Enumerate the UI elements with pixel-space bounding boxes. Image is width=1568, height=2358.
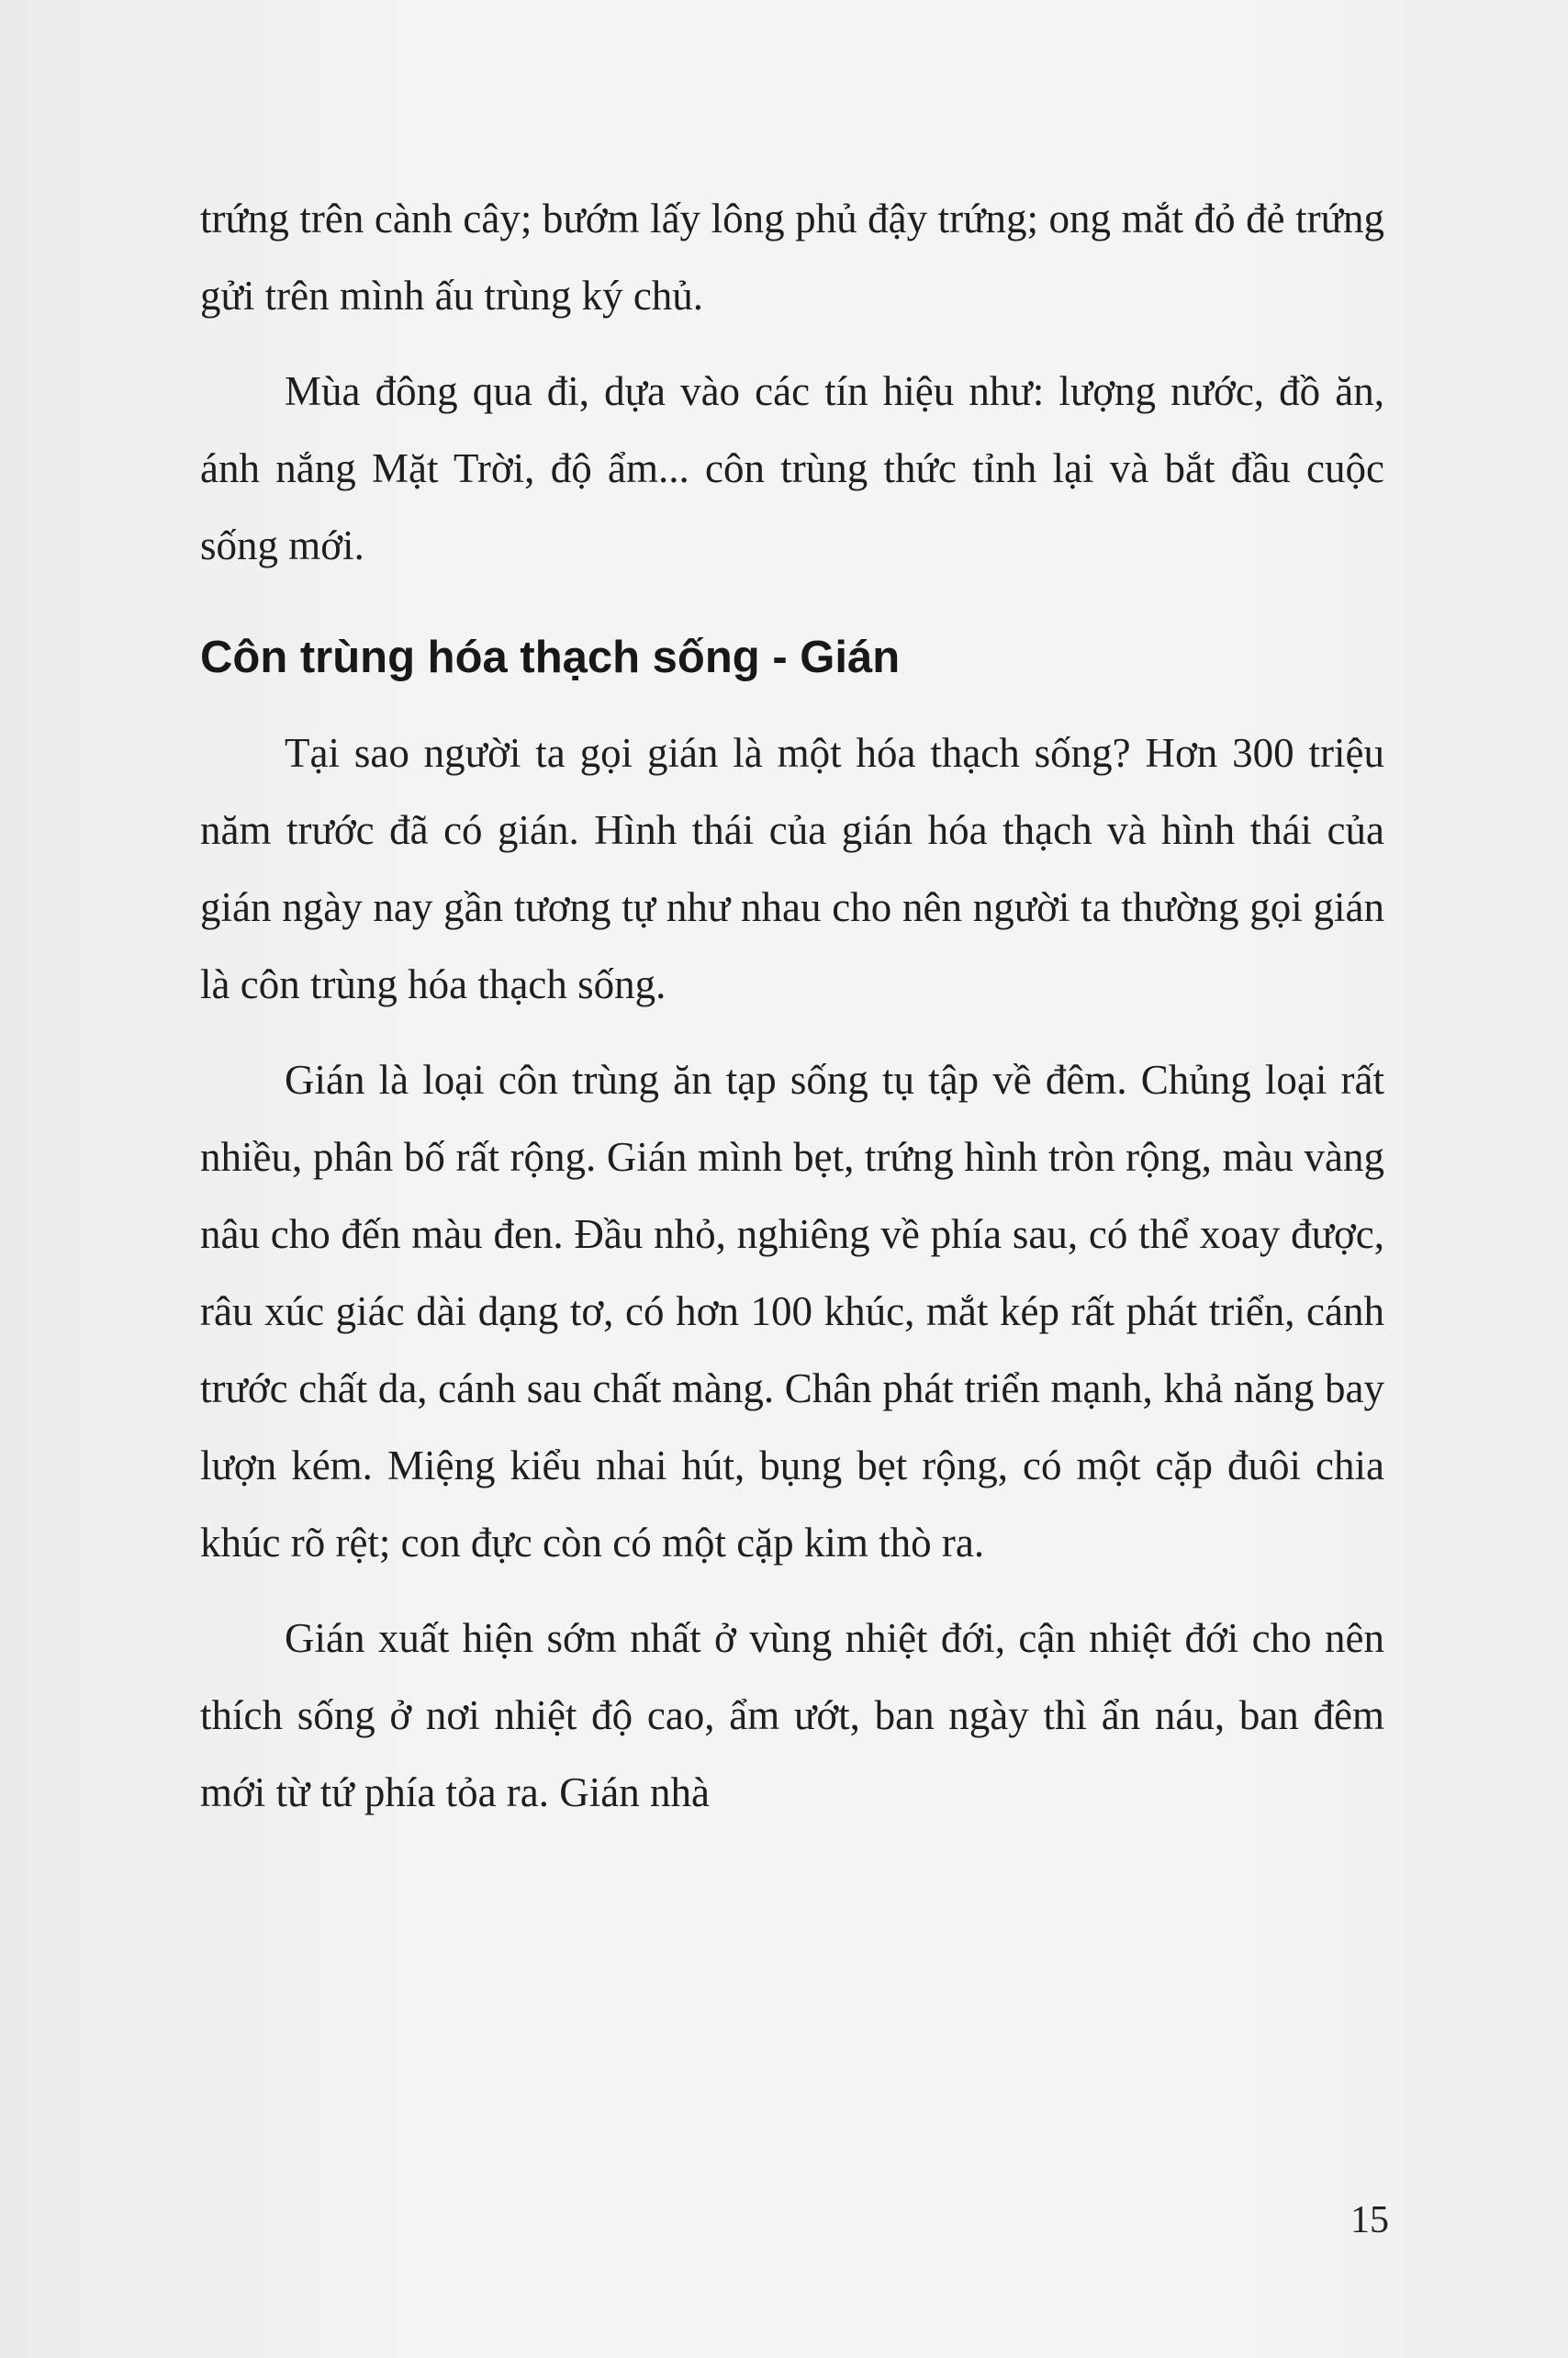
section-heading: Côn trùng hóa thạch sống - Gián bbox=[200, 633, 901, 682]
paragraph-1: trứng trên cành cây; bướm lấy lông phủ đậy trứng; ong mắt đỏ đẻ trứng gửi trên mình ấu trùng ký chủ. bbox=[200, 196, 1384, 319]
page-number: 15 bbox=[1350, 2199, 1389, 2241]
paragraph-3: Tại sao người ta gọi gián là một hóa thạch sống? Hơn 300 triệu năm trước đã có gián. Hình thái của gián hóa thạch và hình thái của gián ngày nay gần tương tự như nhau cho nên người ta thường gọi gián là côn trùng hóa thạch sống. bbox=[200, 730, 1384, 1007]
paragraph-gap bbox=[200, 1023, 1384, 1041]
paragraph-gap bbox=[200, 334, 1384, 353]
paragraph-5: Gián xuất hiện sớm nhất ở vùng nhiệt đới, cận nhiệt đới cho nên thích sống ở nơi nhiệt độ cao, ẩm ướt, ban ngày thì ẩn náu, ban đêm mới từ tứ phía tỏa ra. Gián nhà bbox=[200, 1615, 1384, 1815]
paragraph-4: Gián là loại côn trùng ăn tạp sống tụ tập về đêm. Chủng loại rất nhiều, phân bố rất rộng. Gián mình bẹt, trứng hình tròn rộng, màu vàng nâu cho đến màu đen. Đầu nhỏ, nghiêng về phía sau, có thể xoay được, râu xúc giác dài dạng tơ, có hơn 100 khúc, mắt kép rất phát triển, cánh trước chất da, cánh sau chất màng. Chân phát triển mạnh, khả năng bay lượn kém. Miệng kiểu nhai hút, bụng bẹt rộng, có một cặp đuôi chia khúc rõ rệt; con đực còn có một cặp kim thò ra. bbox=[200, 1057, 1384, 1566]
paragraph-2: Mùa đông qua đi, dựa vào các tín hiệu như: lượng nước, đồ ăn, ánh nắng Mặt Trời, độ ẩm... côn trùng thức tỉnh lại và bắt đầu cuộc sống mới. bbox=[200, 368, 1384, 568]
page-body bbox=[200, 180, 1384, 1831]
paragraph-gap bbox=[200, 1581, 1384, 1600]
